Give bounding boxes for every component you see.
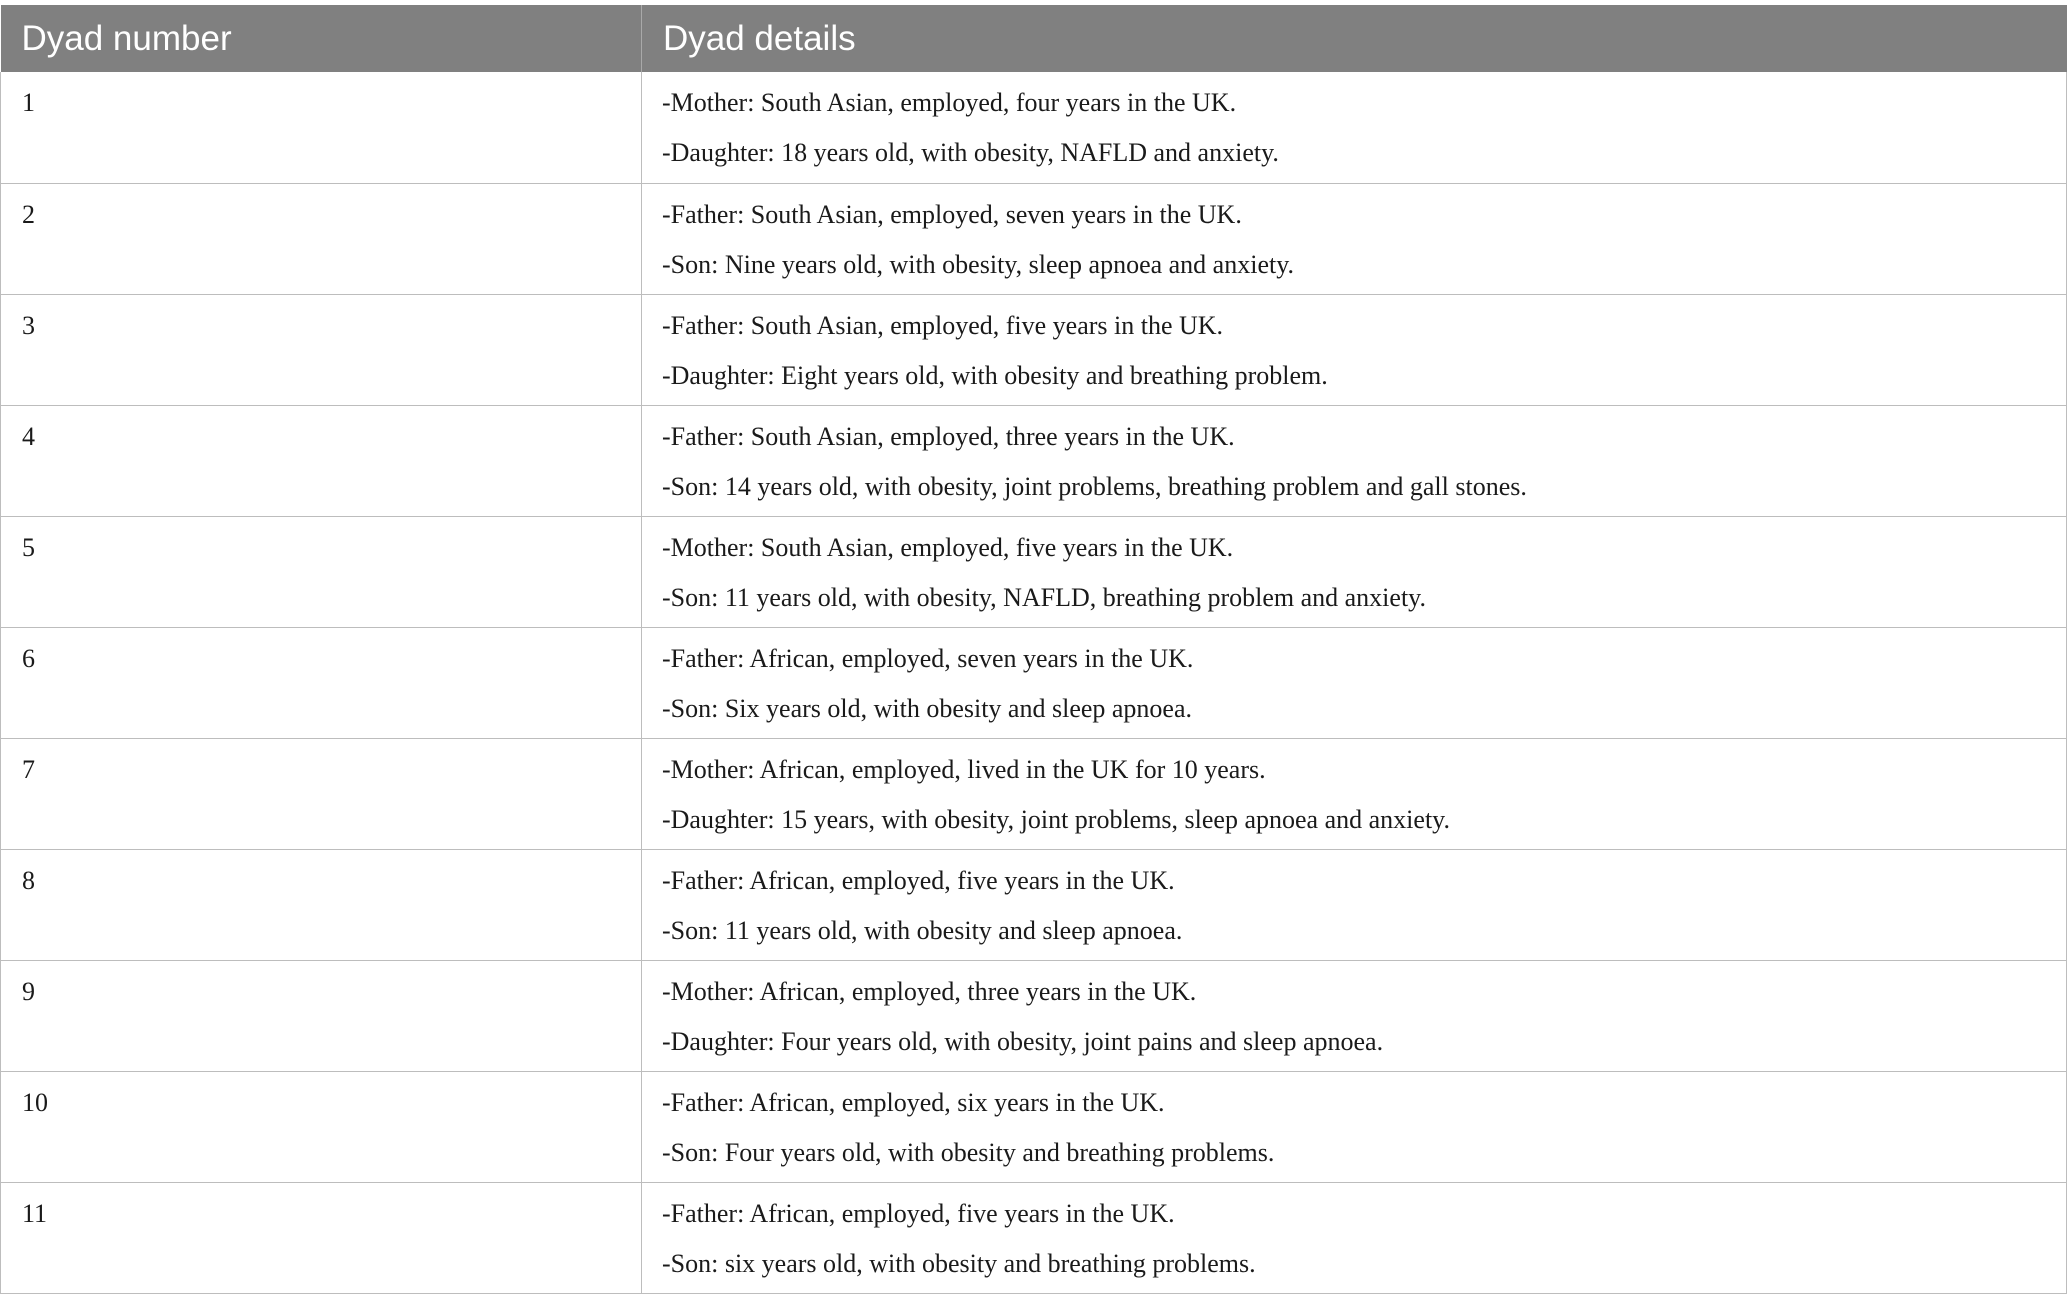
dyad-number: 10 xyxy=(22,1087,48,1117)
dyad-table xyxy=(0,5,2067,1294)
table-row xyxy=(1,516,2067,627)
dyad-number: 4 xyxy=(22,421,35,451)
table-row xyxy=(1,405,2067,516)
child-details: -Son: six years old, with obesity and breathing problems. xyxy=(662,1248,1256,1278)
table-header-row xyxy=(1,5,2067,72)
dyad-number-cell xyxy=(1,183,642,294)
parent-details: -Father: South Asian, employed, seven years in the UK. xyxy=(662,199,1242,229)
dyad-details-cell xyxy=(642,849,2067,960)
dyad-number-cell xyxy=(1,1071,642,1182)
child-details: -Son: 14 years old, with obesity, joint problems, breathing problem and gall stones. xyxy=(662,471,1527,501)
child-details: -Daughter: Eight years old, with obesity and breathing problem. xyxy=(662,360,1328,390)
dyad-table-container xyxy=(0,5,2067,1294)
child-details: -Son: 11 years old, with obesity, NAFLD, breathing problem and anxiety. xyxy=(662,582,1426,612)
parent-details: -Father: African, employed, five years in the UK. xyxy=(662,1198,1175,1228)
dyad-number: 2 xyxy=(22,199,35,229)
dyad-details-cell xyxy=(642,294,2067,405)
table-row xyxy=(1,960,2067,1071)
dyad-number-cell xyxy=(1,405,642,516)
dyad-details-cell xyxy=(642,405,2067,516)
child-details: -Son: Four years old, with obesity and breathing problems. xyxy=(662,1137,1275,1167)
dyad-number: 1 xyxy=(22,88,35,117)
dyad-number: 9 xyxy=(22,976,35,1006)
child-details: -Daughter: Four years old, with obesity, joint pains and sleep apnoea. xyxy=(662,1026,1384,1056)
dyad-number-cell xyxy=(1,738,642,849)
table-row xyxy=(1,72,2067,183)
dyad-number-cell xyxy=(1,960,642,1071)
dyad-number: 7 xyxy=(22,754,35,784)
dyad-details-cell xyxy=(642,183,2067,294)
dyad-number: 3 xyxy=(22,310,35,340)
dyad-number: 8 xyxy=(22,865,35,895)
dyad-details-cell xyxy=(642,516,2067,627)
dyad-number-cell xyxy=(1,294,642,405)
parent-details: -Father: South Asian, employed, three years in the UK. xyxy=(662,421,1235,451)
parent-details: -Father: African, employed, six years in the UK. xyxy=(662,1087,1165,1117)
child-details: -Son: Nine years old, with obesity, sleep apnoea and anxiety. xyxy=(662,249,1295,279)
dyad-number-cell xyxy=(1,627,642,738)
dyad-number: 11 xyxy=(22,1198,48,1228)
dyad-number: 5 xyxy=(22,532,35,562)
dyad-number-cell xyxy=(1,72,642,183)
column-header-dyad-details: Dyad details xyxy=(642,5,2067,72)
dyad-details-cell xyxy=(642,627,2067,738)
dyad-number: 6 xyxy=(22,643,35,673)
dyad-details-cell xyxy=(642,72,2067,183)
dyad-number-cell xyxy=(1,1182,642,1293)
parent-details: -Father: African, employed, five years in the UK. xyxy=(662,865,1175,895)
parent-details: -Mother: African, employed, three years in the UK. xyxy=(662,976,1197,1006)
child-details: -Son: 11 years old, with obesity and sleep apnoea. xyxy=(662,915,1183,945)
table-header xyxy=(1,5,2067,72)
column-header-dyad-number: Dyad number xyxy=(1,5,642,72)
child-details: -Son: Six years old, with obesity and sleep apnoea. xyxy=(662,693,1193,723)
dyad-number-cell xyxy=(1,516,642,627)
parent-details: -Father: South Asian, employed, five years in the UK. xyxy=(662,310,1224,340)
child-details: -Daughter: 18 years old, with obesity, NAFLD and anxiety. xyxy=(662,138,1279,167)
dyad-number-cell xyxy=(1,849,642,960)
parent-details: -Father: African, employed, seven years in the UK. xyxy=(662,643,1194,673)
table-row xyxy=(1,183,2067,294)
parent-details: -Mother: South Asian, employed, four years in the UK. xyxy=(662,88,1237,117)
table-row xyxy=(1,1182,2067,1293)
table-body xyxy=(1,72,2067,1293)
dyad-details-cell xyxy=(642,960,2067,1071)
table-row xyxy=(1,627,2067,738)
table-row xyxy=(1,294,2067,405)
dyad-details-cell xyxy=(642,1071,2067,1182)
table-row xyxy=(1,1071,2067,1182)
dyad-details-cell xyxy=(642,1182,2067,1293)
parent-details: -Mother: African, employed, lived in the UK for 10 years. xyxy=(662,754,1266,784)
child-details: -Daughter: 15 years, with obesity, joint problems, sleep apnoea and anxiety. xyxy=(662,804,1450,834)
table-row xyxy=(1,738,2067,849)
parent-details: -Mother: South Asian, employed, five years in the UK. xyxy=(662,532,1234,562)
table-row xyxy=(1,849,2067,960)
dyad-details-cell xyxy=(642,738,2067,849)
